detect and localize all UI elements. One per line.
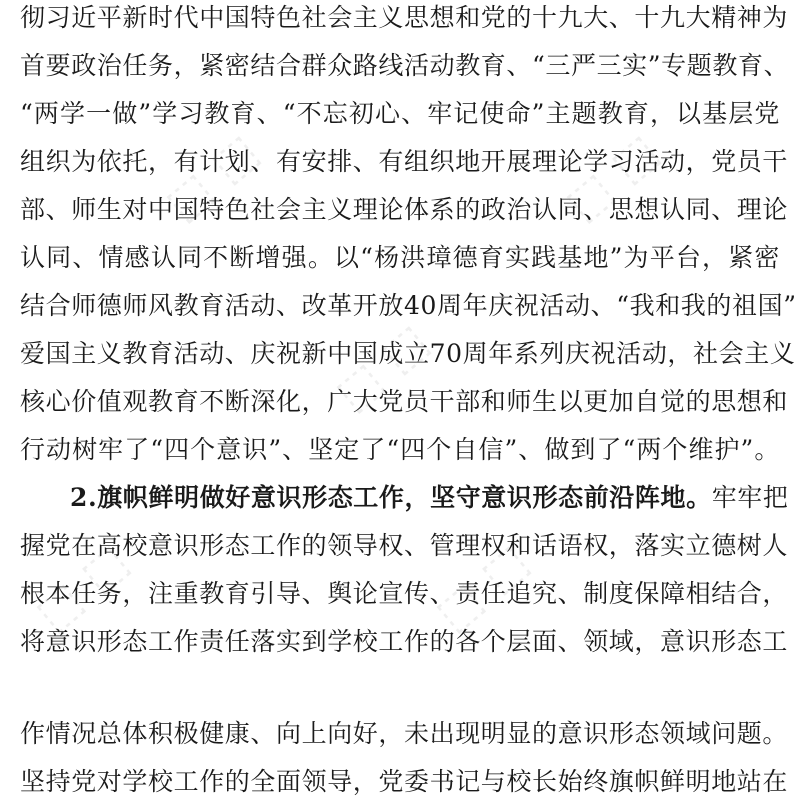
paragraph-line: 彻习近平新时代中国特色社会主义思想和党的十九大、十九大精神为: [20, 3, 789, 32]
paragraph-line: 首要政治任务，紧密结合群众路线活动教育、“三严三实”专题教育、: [20, 51, 790, 80]
paragraph-line: 作情况总体积极健康、向上向好，未出现明显的意识形态领域问题。: [20, 719, 789, 748]
paragraph-line: 行动树牢了“四个意识”、坚定了“四个自信”、做到了“两个维护”。: [20, 435, 780, 464]
paragraph-line: 将意识形态工作责任落实到学校工作的各个层面、领域，意识形态工: [20, 627, 789, 656]
paragraph-line: 核心价值观教育不断深化，广大党员干部和师生以更加自觉的思想和: [20, 387, 789, 416]
paragraph-line: 握党在高校意识形态工作的领导权、管理权和话语权，落实立德树人: [20, 531, 789, 560]
paragraph-line: 认同、情感认同不断增强。以“杨洪璋德育实践基地”为平台，紧密: [20, 243, 780, 272]
section-2-heading: 2.旗帜鲜明做好意识形态工作，坚守意识形态前沿阵地。: [70, 483, 712, 512]
watermark: ⬚ ⬚: [554, 123, 669, 231]
paragraph-line: 部、师生对中国特色社会主义理论体系的政治认同、思想认同、理论: [20, 195, 789, 224]
watermark: ⬚ ⬚: [154, 123, 269, 231]
watermark: ⬚ ⬚: [324, 313, 439, 421]
section-2-first-line: [70, 482, 789, 514]
watermark: ⬚ ⬚: [424, 533, 539, 641]
paragraph-line: 根本任务，注重教育引导、舆论宣传、责任追究、制度保障相结合，: [20, 579, 789, 608]
paragraph-line: 爱国主义教育活动、庆祝新中国成立70周年系列庆祝活动，社会主义: [20, 339, 796, 368]
watermark: ⬚ ⬚: [24, 533, 139, 641]
section-2-heading-tail: 牢牢把: [711, 483, 789, 512]
paragraph-line: 组织为依托，有计划、有安排、有组织地开展理论学习活动，党员干: [20, 147, 789, 176]
paragraph-line: 结合师德师风教育活动、改革开放40周年庆祝活动、“我和我的祖国”: [20, 291, 797, 320]
paragraph-line: “两学一做”学习教育、“不忘初心、牢记使命”主题教育，以基层党: [20, 99, 780, 128]
paragraph-line: 坚持党对学校工作的全面领导，党委书记与校长始终旗帜鲜明地站在: [20, 767, 789, 796]
